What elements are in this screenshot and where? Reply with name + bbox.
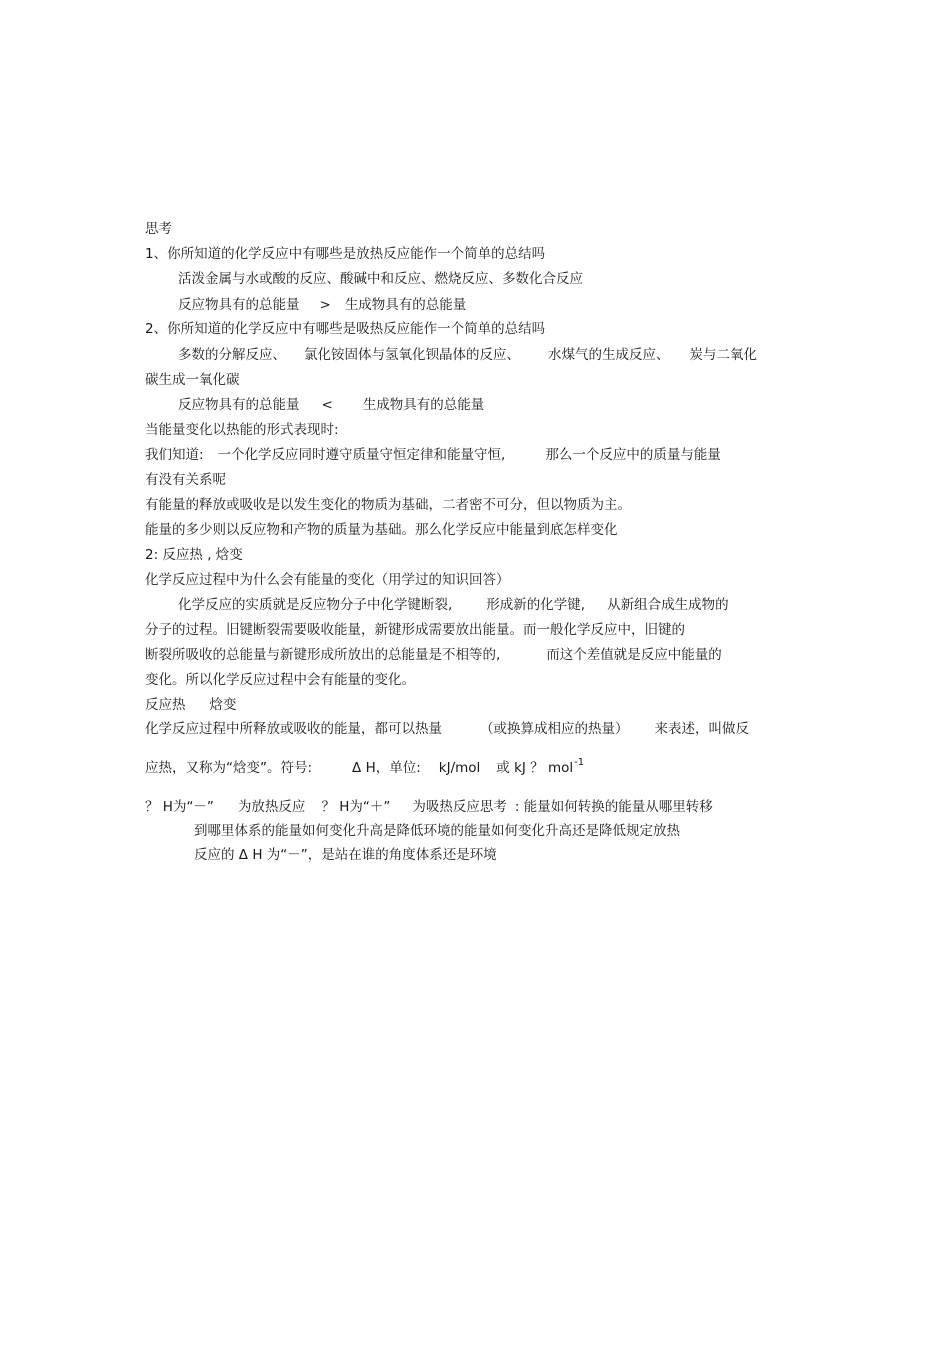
energy-sign: <	[321, 397, 333, 413]
essence-line-1	[178, 596, 729, 614]
essence-3a: 断裂所吸收的总能量与新键形成所放出的总能量是不相等的,	[145, 647, 501, 663]
sign-note-1d: 为吸热反应思考	[412, 799, 507, 815]
heading-think	[145, 220, 172, 238]
unit-alt: 或 kJ ？ mol	[496, 760, 574, 776]
definition-line-2	[145, 759, 584, 779]
definition-1a: 化学反应过程中所释放或吸收的能量，都可以热量	[145, 721, 442, 737]
energy-right: 生成物具有的总能量	[344, 297, 467, 313]
question-2-energy	[178, 396, 484, 414]
energy-left: 反应物具有的总能量	[178, 297, 300, 313]
answer-part-1: 多数的分解反应、	[178, 347, 286, 363]
answer-cont-text: 碳生成一氧化碳	[145, 372, 240, 388]
essence-1c: 从新组合成生成物的	[607, 597, 729, 613]
essence-4-text: 变化。所以化学反应过程中会有能量的变化。	[145, 672, 415, 688]
answer-part-4: 炭与二氧化	[689, 347, 757, 363]
basis-2-text: 能量的多少则以反应物和产物的质量为基础。那么化学反应中能量到底怎样变化	[145, 522, 618, 538]
term-reaction-heat: 反应热	[145, 697, 186, 713]
we-know-cont	[145, 471, 226, 489]
we-know-part-2: 一个化学反应同时遵守质量守恒定律和能量守恒,	[217, 447, 506, 463]
symbol-delta-h: Δ H，单位:	[352, 760, 421, 776]
we-know-line	[145, 446, 721, 464]
question-1-answer	[178, 270, 583, 288]
definition-2a: 应热，又称为“焓变”。符号:	[145, 760, 313, 776]
sign-note-1c: ？ H为“＋”	[321, 799, 391, 815]
unit-kj-mol: kJ/mol	[438, 760, 481, 776]
sign-note-1b: 为放热反应	[237, 799, 306, 815]
definition-line-1	[145, 720, 749, 738]
question-1-energy	[178, 296, 466, 314]
section-2-heading	[145, 546, 243, 564]
heat-form-text: 当能量变化以热能的形式表现时:	[145, 422, 339, 438]
energy-sign: >	[319, 297, 331, 313]
term-enthalpy-change: 焓变	[209, 697, 237, 713]
heat-form-line	[145, 421, 339, 439]
unit-exponent: -1	[574, 757, 585, 768]
heading-text: 思考	[145, 221, 172, 237]
definition-1c: 来表述，叫做反	[654, 721, 749, 737]
sign-note-3-text: 反应的 Δ H 为“－”，是站在谁的角度体系还是环境	[194, 847, 497, 863]
answer-part-3: 水煤气的生成反应、	[548, 347, 670, 363]
sign-note-line-2	[194, 822, 680, 840]
sign-note-1e: : 能量如何转换的能量从哪里转移	[514, 799, 713, 815]
section-2-text: 2: 反应热 , 焓变	[145, 547, 243, 563]
question-1	[145, 245, 545, 263]
question-2	[145, 320, 545, 338]
terms-line	[145, 696, 237, 714]
basis-line-1	[145, 496, 631, 514]
essence-1a: 化学反应的实质就是反应物分子中化学键断裂,	[178, 597, 453, 613]
energy-left: 反应物具有的总能量	[178, 397, 300, 413]
essence-line-3	[145, 646, 722, 664]
we-know-cont-text: 有没有关系呢	[145, 472, 226, 488]
energy-right: 生成物具有的总能量	[362, 397, 485, 413]
sign-note-2-text: 到哪里体系的能量如何变化升高是降低环境的能量如何变化升高还是降低规定放热	[194, 823, 680, 839]
question-2-answer	[178, 346, 757, 364]
why-line	[145, 571, 510, 589]
essence-3b: 而这个差值就是反应中能量的	[546, 647, 722, 663]
essence-line-4	[145, 671, 415, 689]
definition-1b: （或换算成相应的热量）	[480, 721, 629, 737]
sign-note-line-1	[145, 798, 713, 816]
essence-1b: 形成新的化学键,	[486, 597, 586, 613]
question-2-answer-cont	[145, 371, 240, 389]
answer-part-2: 氯化铵固体与氢氧化钡晶体的反应、	[304, 347, 520, 363]
we-know-part-1: 我们知道:	[145, 447, 204, 463]
sign-note-line-3	[194, 846, 497, 864]
essence-2-text: 分子的过程。旧键断裂需要吸收能量，新键形成需要放出能量。而一般化学反应中，旧键的	[145, 622, 685, 638]
question-2-text: 2、你所知道的化学反应中有哪些是吸热反应能作一个简单的总结吗	[145, 321, 546, 337]
essence-line-2	[145, 621, 685, 639]
sign-note-1a: ？ H为“－”	[145, 799, 214, 815]
question-1-answer-text: 活泼金属与水或酸的反应、酸碱中和反应、燃烧反应、多数化合反应	[178, 271, 583, 287]
why-text: 化学反应过程中为什么会有能量的变化（用学过的知识回答）	[145, 572, 510, 588]
basis-1-text: 有能量的释放或吸收是以发生变化的物质为基础，二者密不可分，但以物质为主。	[145, 497, 631, 513]
we-know-part-3: 那么一个反应中的质量与能量	[545, 447, 721, 463]
question-1-text: 1、你所知道的化学反应中有哪些是放热反应能作一个简单的总结吗	[145, 246, 546, 262]
basis-line-2	[145, 521, 618, 539]
